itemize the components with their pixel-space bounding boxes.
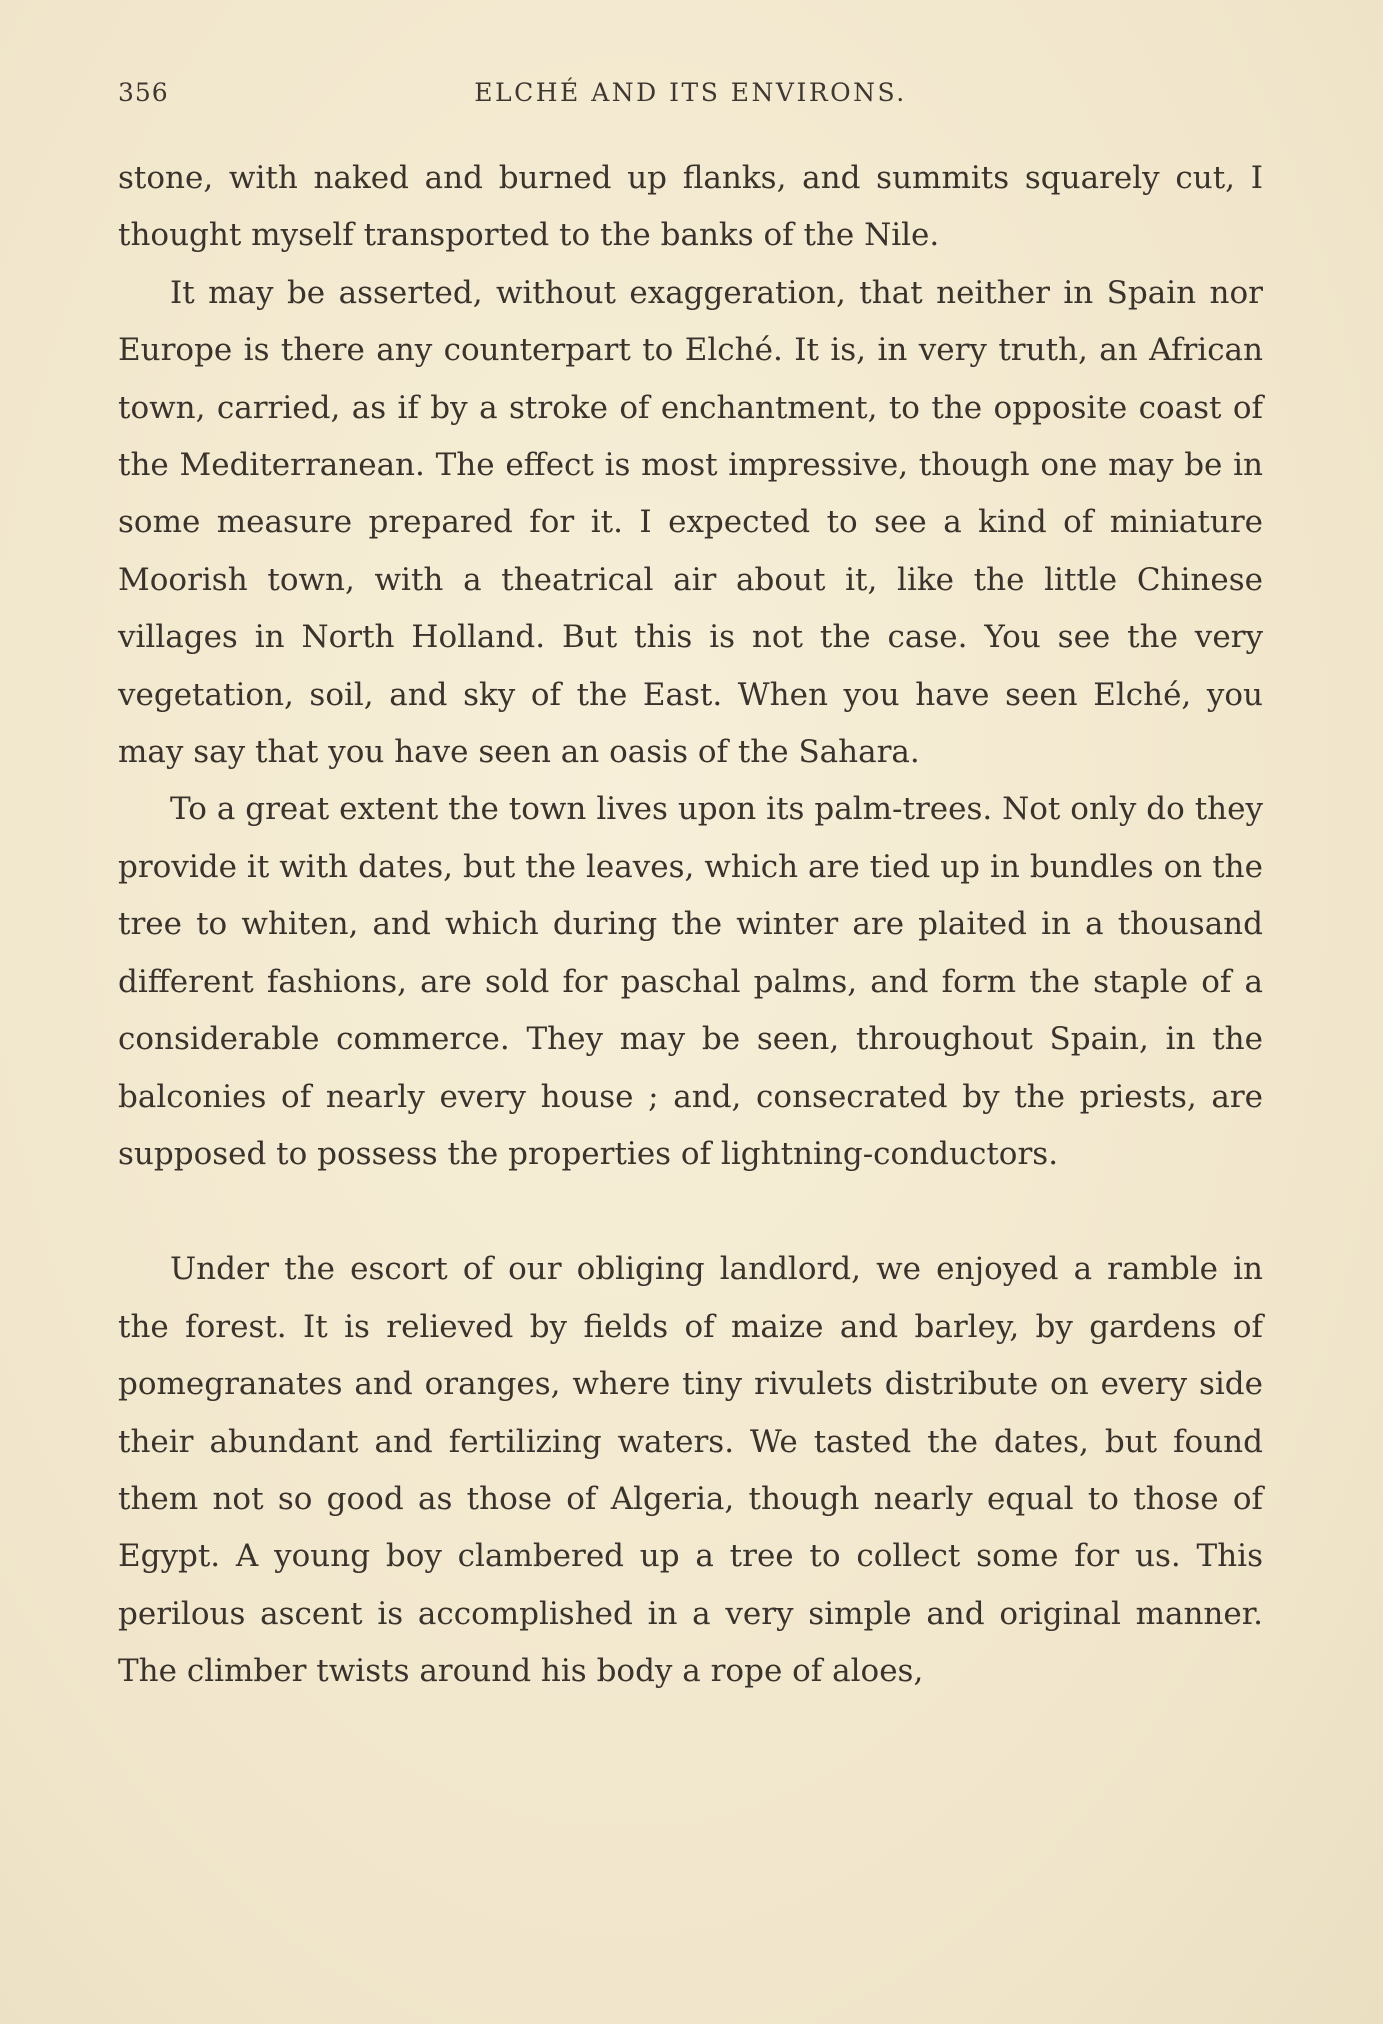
running-title: ELCHÉ AND ITS ENVIRONS.: [474, 78, 907, 107]
paragraph-2: It may be asserted, without exaggeration, that neither in Spain nor Europe is there any counterpart to Elché. It is, in very truth, an African town, carried, as if by a stroke of enchantment, to the opposite coast of the Mediterranean. The effect is most impressive, though one may be in some measure prepared for it. I expected to see a kind of miniature Moorish town, with a theatrical air about it, like the little Chinese villages in North Holland. But this is not the case. You see the very vegetation, soil, and sky of the East. When you have seen Elché, you may say that you have seen an oasis of the Sahara.: [118, 274, 1263, 771]
section-break: [118, 1183, 1263, 1241]
paragraph-1: stone, with naked and burned up flanks, and summits squarely cut, I thought myself transported to the banks of the Nile.: [118, 160, 1263, 254]
page-header: [118, 78, 1263, 118]
paragraph-4: Under the escort of our obliging landlord, we enjoyed a ramble in the forest. It is relieved by fields of maize and barley, by gardens of pomegranates and oranges, where tiny rivulets distribute on every side their abundant and fertilizing waters. We tasted the dates, but found them not so good as those of Algeria, though nearly equal to those of Egypt. A young boy clambered up a tree to collect some for us. This perilous ascent is accomplished in a very simple and original manner. The climber twists around his body a rope of aloes,: [118, 1251, 1263, 1690]
paragraph-3: To a great extent the town lives upon its palm-trees. Not only do they provide it with dates, but the leaves, which are tied up in bundles on the tree to whiten, and which during the winter are plaited in a thousand different fashions, are sold for paschal palms, and form the staple of a considerable commerce. They may be seen, throughout Spain, in the balconies of nearly every house ; and, consecrated by the priests, are supposed to possess the properties of lightning-conductors.: [118, 791, 1263, 1172]
page-number: 356: [118, 78, 169, 107]
body-text: [118, 150, 1263, 1701]
